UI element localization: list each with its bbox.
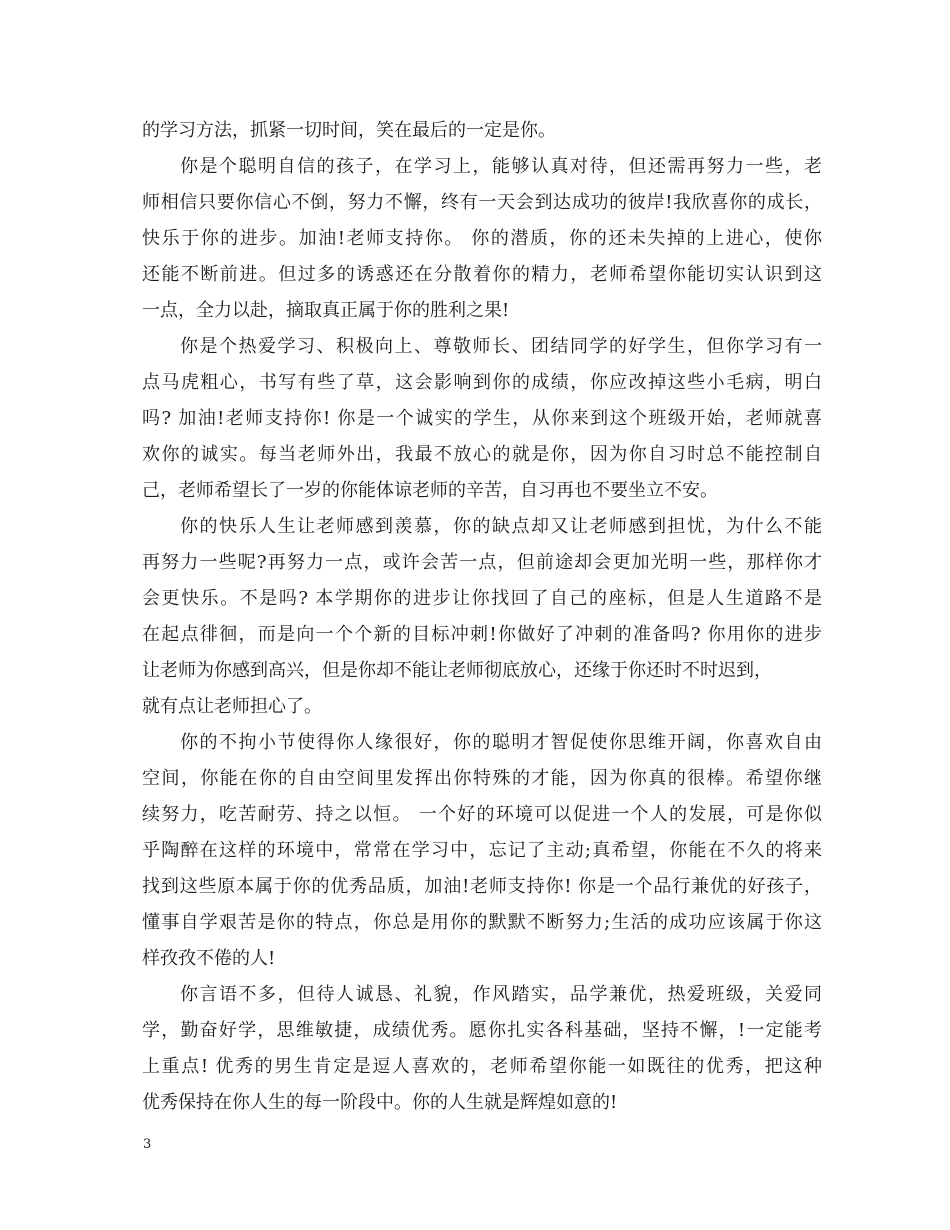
text-line: 的学习方法，抓紧一切时间，笑在最后的一定是你。 [142, 120, 556, 141]
text-line: 就有点让老师担心了。 [142, 696, 322, 717]
text-line: 空间，你能在你的自由空间里发挥出你特殊的才能，因为你真的很棒。希望你继 [142, 768, 822, 789]
text-line: 你是个热爱学习、积极向上、尊敬师长、团结同学的好学生，但你学习有一 [180, 336, 822, 357]
text-line: 会更快乐。不是吗? 本学期你的进步让你找回了自己的座标，但是人生道路不是 [142, 588, 822, 609]
text-line: 找到这些原本属于你的优秀品质，加油!老师支持你! 你是一个品行兼优的好孩子， [142, 876, 822, 897]
page-number: 3 [143, 1137, 152, 1152]
text-line: 你是个聪明自信的孩子，在学习上，能够认真对待，但还需再努力一些，老 [180, 156, 822, 177]
text-line: 懂事自学艰苦是你的特点，你总是用你的默默不断努力;生活的成功应该属于你这 [142, 912, 822, 933]
text-line: 续努力，吃苦耐劳、持之以恒。 一个好的环境可以促进一个人的发展，可是你似 [142, 804, 822, 825]
text-line: 上重点! 优秀的男生肯定是逗人喜欢的，老师希望你能一如既往的优秀，把这种 [142, 1056, 822, 1077]
text-line: 吗? 加油!老师支持你! 你是一个诚实的学生，从你来到这个班级开始，老师就喜 [142, 408, 822, 429]
text-line: 优秀保持在你人生的每一阶段中。你的人生就是辉煌如意的! [142, 1092, 618, 1113]
text-line: 还能不断前进。但过多的诱惑还在分散着你的精力，老师希望你能切实认识到这 [142, 264, 822, 285]
text-line: 快乐于你的进步。加油!老师支持你。 你的潜质，你的还未失掉的上进心，使你 [142, 228, 822, 249]
text-line: 你言语不多，但待人诚恳、礼貌，作风踏实，品学兼优，热爱班级，关爱同 [180, 984, 822, 1005]
text-line: 学，勤奋好学，思维敏捷，成绩优秀。愿你扎实各科基础，坚持不懈，!一定能考 [142, 1020, 822, 1041]
text-line: 点马虎粗心，书写有些了草，这会影响到你的成绩，你应改掉这些小毛病，明白 [142, 372, 822, 393]
text-line: 欢你的诚实。每当老师外出，我最不放心的就是你，因为你自习时总不能控制自 [142, 444, 822, 465]
text-line: 样孜孜不倦的人! [142, 948, 276, 969]
text-line: 让老师为你感到高兴，但是你却不能让老师彻底放心，还缘于你还时不时迟到， [142, 660, 772, 681]
text-line: 师相信只要你信心不倒，努力不懈，终有一天会到达成功的彼岸!我欣喜你的成长， [142, 192, 822, 213]
text-line: 一点，全力以赴，摘取真正属于你的胜利之果! [142, 300, 510, 321]
text-line: 再努力一些呢?再努力一点，或许会苦一点，但前途却会更加光明一些，那样你才 [142, 552, 822, 573]
text-line: 乎陶醉在这样的环境中，常常在学习中，忘记了主动;真希望，你能在不久的将来 [142, 840, 822, 861]
text-line: 己，老师希望长了一岁的你能体谅老师的辛苦，自习再也不要坐立不安。 [142, 480, 718, 501]
text-line: 你的不拘小节使得你人缘很好，你的聪明才智促使你思维开阔，你喜欢自由 [180, 732, 822, 753]
text-line: 在起点徘徊，而是向一个个新的目标冲刺!你做好了冲刺的准备吗? 你用你的进步 [142, 624, 822, 645]
text-line: 你的快乐人生让老师感到羡慕，你的缺点却又让老师感到担忧，为什么不能 [180, 516, 822, 537]
